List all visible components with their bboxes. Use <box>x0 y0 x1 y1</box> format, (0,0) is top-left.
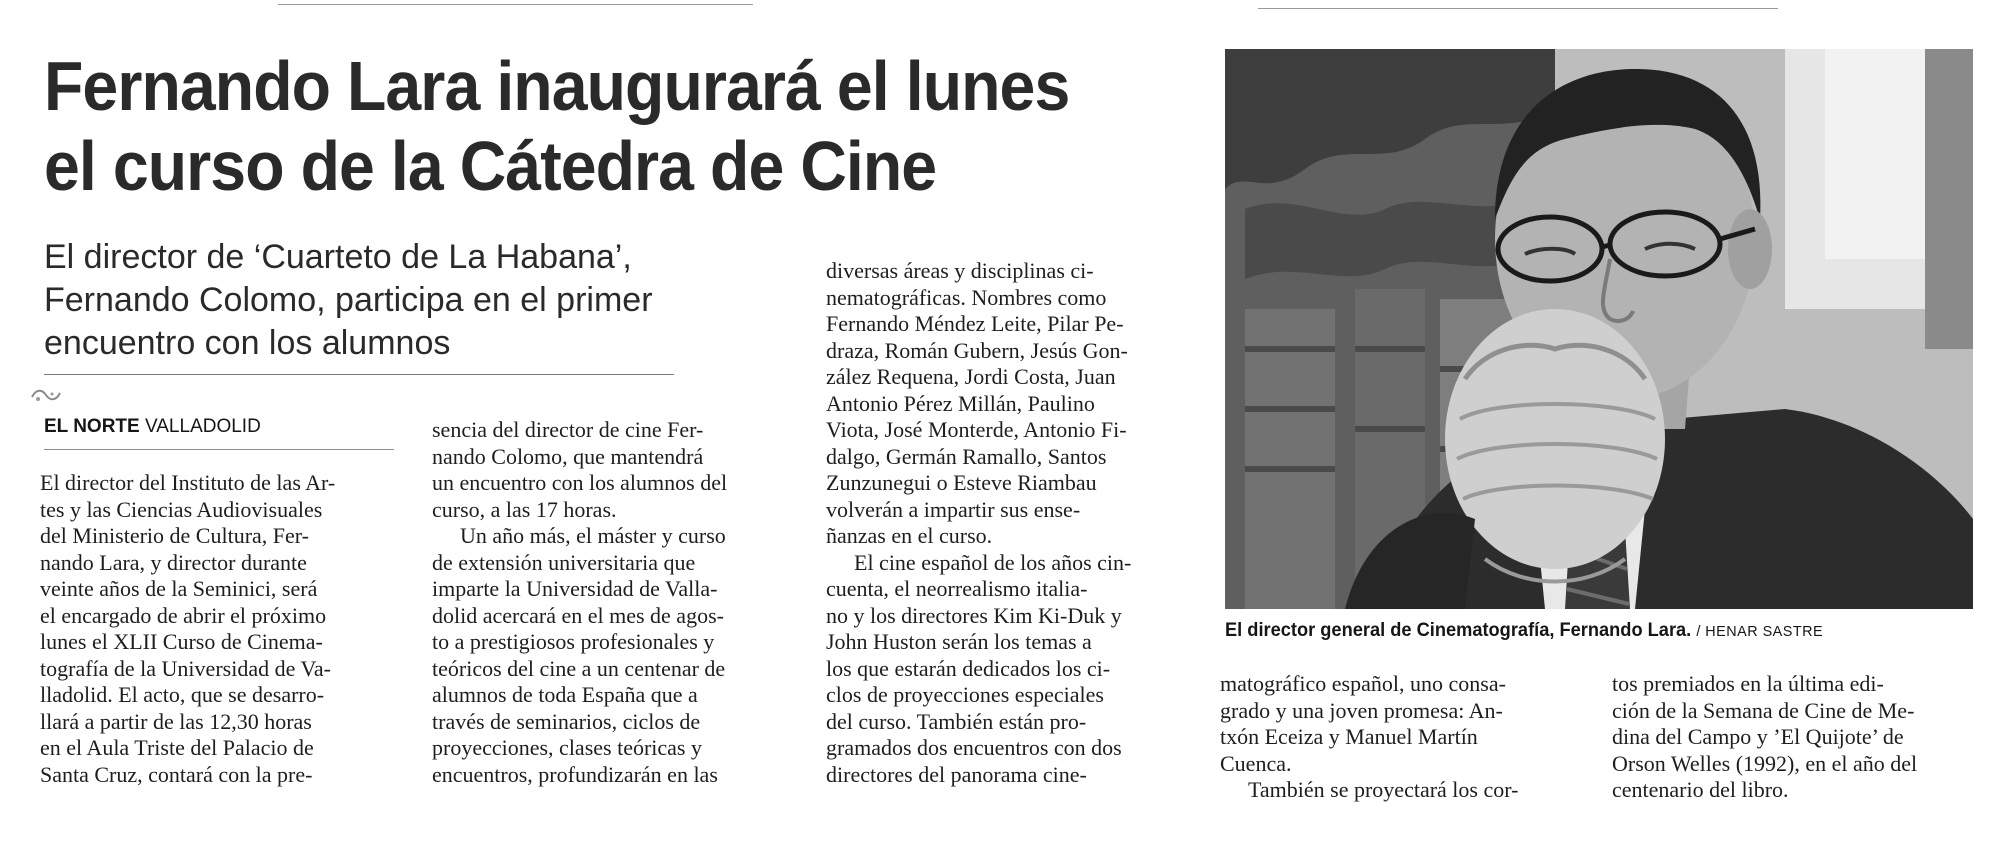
text-line: volverán a impartir sus ense- <box>826 496 1081 522</box>
caption-text: El director general de Cinematografía, Fernando Lara. <box>1225 620 1692 641</box>
text-line: de extensión universitaria que <box>432 549 696 575</box>
text-line: Un año más, el máster y curso <box>460 523 726 548</box>
text-line: matográfico español, uno consa- <box>1220 671 1506 696</box>
byline-location: VALLADOLID <box>145 416 261 437</box>
text-line: los que estarán dedicados los ci- <box>826 655 1111 681</box>
headline-line-2: el curso de la Cátedra de Cine <box>44 127 937 205</box>
text-line: tes y las Ciencias Audiovisuales <box>40 496 323 522</box>
text-line: Cuenca. <box>1220 750 1292 776</box>
text-line: dalgo, Germán Ramallo, Santos <box>826 443 1107 469</box>
subhead-rule <box>44 374 674 375</box>
article-column-5 <box>1612 671 1984 804</box>
text-line: un encuentro con los alumnos del <box>432 470 728 495</box>
text-line: directores del panorama cine- <box>826 761 1087 787</box>
text-line: tografía de la Universidad de Va- <box>40 655 331 681</box>
text-line: del Ministerio de Cultura, Fer- <box>40 523 310 548</box>
subheadline <box>44 236 764 365</box>
text-line: txón Eceiza y Manuel Martín <box>1220 724 1478 749</box>
text-line: to a prestigiosos profesionales y <box>432 629 715 654</box>
text-line: nando Colomo, que mantendrá <box>432 443 704 469</box>
photo-caption <box>1225 619 1823 644</box>
text-line: alumnos de toda España que a <box>432 682 698 707</box>
text-line: proyecciones, clases teóricas y <box>432 735 702 760</box>
text-line: dina del Campo y ’El Quijote’ de <box>1612 724 1904 749</box>
top-rule-right <box>1258 8 1778 9</box>
subhead-line-1: El director de ‘Cuarteto de La Habana’, <box>44 238 632 276</box>
text-line: curso, a las 17 horas. <box>432 496 617 522</box>
text-line: cuenta, el neorrealismo italia- <box>826 576 1088 601</box>
text-line: lunes el XLII Curso de Cinema- <box>40 629 323 654</box>
text-line: nematográficas. Nombres como <box>826 284 1107 310</box>
subhead-line-2: Fernando Colomo, participa en el primer <box>44 281 653 319</box>
article-column-1 <box>40 470 400 788</box>
text-line: diversas áreas y disciplinas ci- <box>826 258 1094 283</box>
text-line: en el Aula Triste del Palacio de <box>40 735 314 760</box>
photo <box>1225 49 1973 609</box>
headline-line-1: Fernando Lara inaugurará el lunes <box>44 47 1070 125</box>
text-line: grado y una joven promesa: An- <box>1220 697 1503 723</box>
photo-credit: / HENAR SASTRE <box>1696 623 1824 640</box>
text-line: tos premiados en la última edi- <box>1612 671 1884 696</box>
text-line: del curso. También están pro- <box>826 708 1087 734</box>
text-line: Orson Welles (1992), en el año del <box>1612 750 1918 776</box>
text-line: el encargado de abrir el próximo <box>40 602 327 628</box>
text-line: centenario del libro. <box>1612 777 1789 802</box>
text-line: También se proyectará los cor- <box>1248 777 1519 802</box>
text-line: través de seminarios, ciclos de <box>432 708 701 734</box>
article-column-2 <box>432 417 792 788</box>
byline-source: EL NORTE <box>44 416 140 437</box>
text-line: John Huston serán los temas a <box>826 629 1092 654</box>
text-line: nando Lara, y director durante <box>40 549 307 575</box>
text-line: Zunzunegui o Esteve Riambau <box>826 470 1097 495</box>
text-line: El cine español de los años cin- <box>854 549 1132 575</box>
text-line: Fernando Méndez Leite, Pilar Pe- <box>826 311 1124 336</box>
text-line: ción de la Semana de Cine de Me- <box>1612 697 1915 723</box>
headline <box>44 46 1111 206</box>
text-line: imparte la Universidad de Valla- <box>432 576 718 601</box>
text-line: Antonio Pérez Millán, Paulino <box>826 390 1095 416</box>
text-line: dolid acercará en el mes de agos- <box>432 602 724 628</box>
text-line: zález Requena, Jordi Costa, Juan <box>826 364 1116 389</box>
top-rule-left <box>278 4 753 5</box>
text-line: no y los directores Kim Ki-Duk y <box>826 602 1122 628</box>
ornament-icon <box>28 385 64 407</box>
text-line: sencia del director de cine Fer- <box>432 417 704 442</box>
subhead-line-3: encuentro con los alumnos <box>44 324 451 362</box>
text-line: lladolid. El acto, que se desarro- <box>40 682 325 707</box>
article-column-3 <box>826 258 1196 788</box>
byline <box>44 415 394 450</box>
article-column-4 <box>1220 671 1592 804</box>
text-line: draza, Román Gubern, Jesús Gon- <box>826 337 1128 363</box>
text-line: Santa Cruz, contará con la pre- <box>40 761 313 787</box>
text-line: clos de proyecciones especiales <box>826 682 1104 707</box>
portrait-image <box>1225 49 1973 609</box>
text-line: Viota, José Monterde, Antonio Fi- <box>826 417 1127 442</box>
text-line: llará a partir de las 12,30 horas <box>40 708 312 734</box>
text-line: El director del Instituto de las Ar- <box>40 470 336 495</box>
text-line: gramados dos encuentros con dos <box>826 735 1122 760</box>
text-line: encuentros, profundizarán en las <box>432 761 718 787</box>
text-line: ñanzas en el curso. <box>826 523 993 548</box>
text-line: veinte años de la Seminici, será <box>40 576 318 601</box>
text-line: teóricos del cine a un centenar de <box>432 655 726 681</box>
